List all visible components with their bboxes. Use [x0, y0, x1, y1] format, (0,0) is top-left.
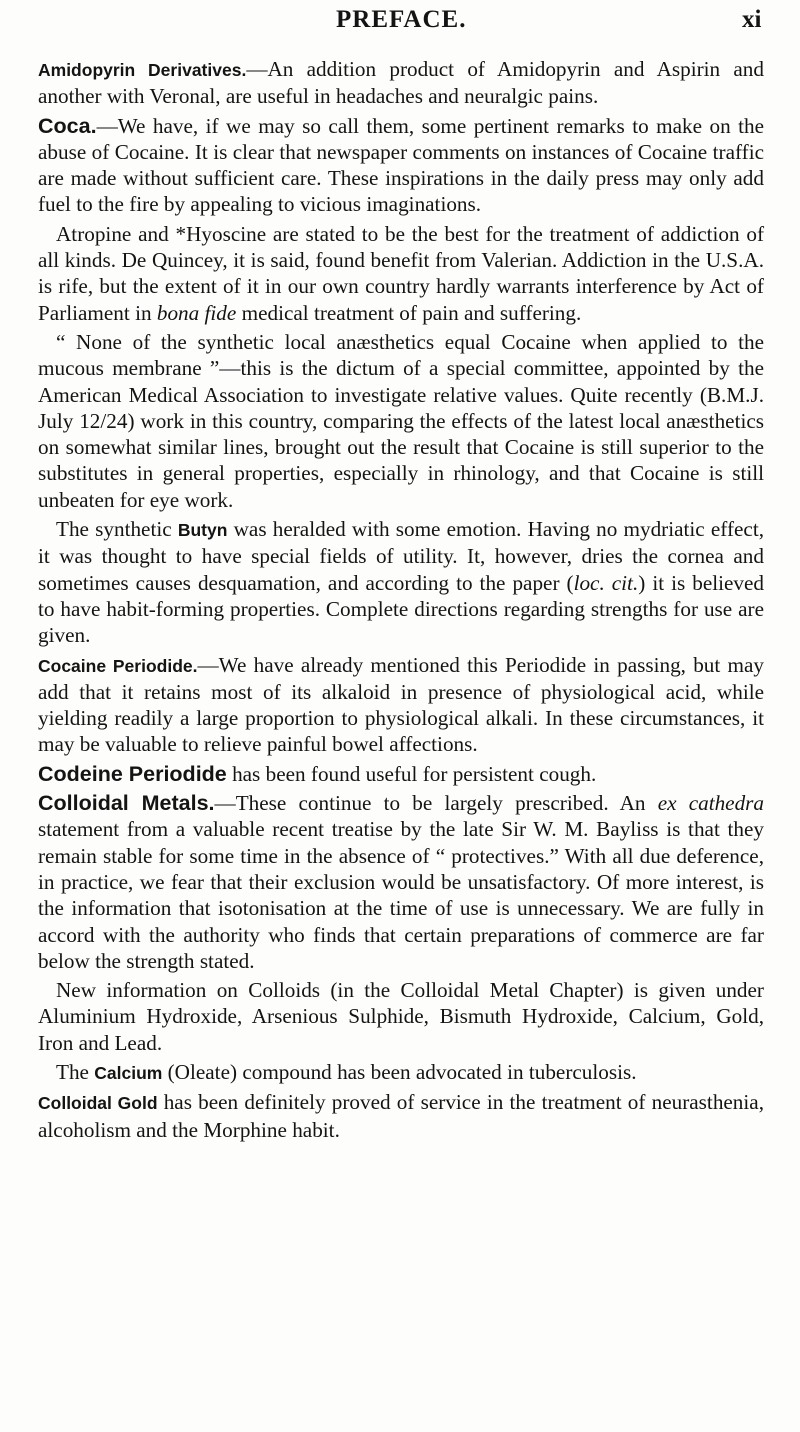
paragraph-atropine	[38, 221, 764, 326]
paragraph-amidopyrin	[38, 56, 764, 110]
paragraph-text: New information on Colloids (in the Colloidal Metal Chapter) is given under Aluminium Hydroxide, Arsenious Sulphide, Bismuth Hydroxide, Calcium, Gold, Iron and Lead.	[38, 978, 764, 1055]
paragraph-butyn	[38, 516, 764, 648]
paragraph-text: —An addition product of Amidopyrin and Aspirin and another with Veronal, are useful in headaches and neuralgic pains.	[38, 57, 764, 109]
paragraph-text: statement from a valuable recent treatise by the late Sir W. M. Bayliss is that they remain stable for some time in the absence of “ protectives.” With all due deference, in practice, we fear that their exclusion would be unsatisfactory. Of more interest, is the information that isotonisation at the time of use is unnecessary. We are fully in accord with the authority who finds that certain preparations of commerce are far below the strength stated.	[38, 817, 764, 973]
paragraph-text: (Oleate) compound has been advocated in tuberculosis.	[167, 1059, 637, 1084]
paragraph-coca	[38, 113, 764, 218]
paragraph-colloidal-gold	[38, 1089, 764, 1143]
paragraph-calcium	[38, 1059, 764, 1086]
body-text	[38, 56, 764, 1146]
paragraph-text: Atropine and	[56, 221, 169, 246]
paragraph-heading: Colloidal Gold	[38, 1093, 158, 1114]
page-number: xi	[742, 6, 762, 33]
paragraph-text: The	[56, 1059, 89, 1084]
paragraph-heading: Codeine Periodide	[38, 761, 227, 786]
paragraph-heading: Colloidal Metals.	[38, 791, 215, 816]
paragraph-text: The synthetic	[56, 517, 172, 542]
paragraph-heading: Butyn	[177, 520, 228, 541]
paragraph-italic: loc. cit.	[573, 570, 639, 595]
paragraph-text: has been found useful for persistent cough.	[226, 761, 597, 786]
paragraph-colloidal-metals	[38, 790, 764, 974]
paragraph-italic: bona fide	[156, 300, 237, 325]
paragraph-cocaine-periodide	[38, 652, 764, 758]
paragraph-text: Hyoscine are stated to be the best for the treatment of addiction of all kinds. De Quincey, it is said, found benefit from Valerian. Addiction in the U.S.A. is rife, but the extent of it in our own country hardly warrants interference by Act of Parliament in	[38, 221, 765, 325]
paragraph-text: was heralded with some emotion. Having no mydriatic effect, it was thought to have special fields of utility. It, however, dries the cornea and sometimes causes desquamation, and according to the paper (	[38, 517, 765, 595]
paragraph-text: —We have, if we may so call them, some pertinent remarks to make on the abuse of Cocaine. It is clear that newspaper comments on instances of Cocaine traffic are made without sufficient care. These inspirations in the daily press may only add fuel to the fire by appealing to vicious imaginations.	[38, 113, 764, 217]
paragraph-heading: Amidopyrin Derivatives.	[38, 60, 247, 80]
paragraph-anaesthetics	[38, 329, 764, 513]
paragraph-text: —We have already mentioned this Periodide in passing, but may add that it retains most of its alkaloid in presence of physiological acid, while yielding readily a large proportion to physiological alkali. In these circumstances, it may be valuable to relieve painful bowel affections.	[38, 652, 764, 757]
paragraph-heading: Cocaine Periodide.	[38, 655, 198, 676]
running-header	[0, 4, 800, 44]
paragraph-text: has been definitely proved of service in the treatment of neurasthenia, alcoholism and the Morphine habit.	[38, 1090, 764, 1142]
paragraph-text: “ None of the synthetic local anæsthetics equal Cocaine when applied to the mucous membrane ”—this is the dictum of a special committee, appointed by the American Medical Association to investigate relative values. Quite recently (B.M.J. July 12/24) work in this country, comparing the effects of the latest local anæsthetics on somewhat similar lines, brought out the result that Cocaine is still superior to the substitutes in general properties, especially in rhinology, and that Cocaine is still unbeaten for eye work.	[38, 329, 764, 512]
paragraph-heading: Calcium	[94, 1062, 163, 1083]
paragraph-codeine-periodide	[38, 761, 764, 787]
print-mark: *	[175, 221, 187, 246]
paragraph-text: —These continue to be largely prescribed. An	[214, 791, 646, 816]
paragraph-italic: ex cathedra	[657, 791, 765, 816]
paragraph-colloids	[38, 977, 764, 1056]
paragraph-heading: Coca.	[38, 113, 97, 138]
running-head-title: PREFACE.	[336, 6, 467, 33]
paragraph-text: medical treatment of pain and suffering.	[241, 300, 582, 325]
paragraph-text: ) it is believed to have habit-forming properties. Complete directions regarding strengths for use are given.	[38, 570, 765, 648]
